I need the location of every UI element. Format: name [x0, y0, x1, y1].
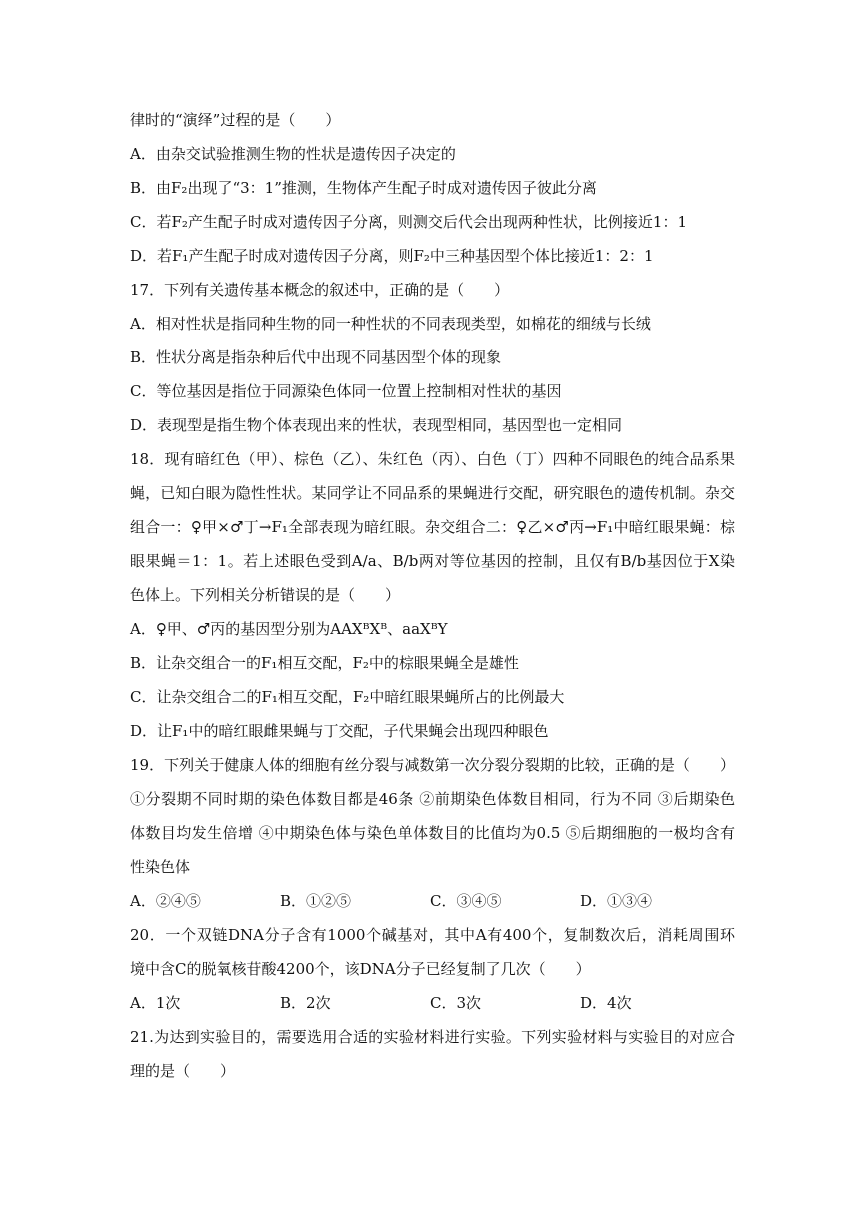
option-a: A．♀甲、♂丙的基因型分别为AAXᴮXᴮ、aaXᴮY — [130, 620, 448, 638]
question-19-text: 体数目均发生倍增 ④中期染色体与染色单体数目的比值均为0.5 ⑤后期细胞的一极均含有 — [130, 824, 735, 842]
option-c: C．3次 — [430, 994, 482, 1012]
question-20-text: 境中含C的脱氧核苷酸4200个，该DNA分子已经复制了几次（ ） — [130, 960, 591, 978]
option-c: C．让杂交组合二的F₁相互交配，F₂中暗红眼果蝇所占的比例最大 — [130, 688, 565, 706]
option-d: D．4次 — [580, 994, 632, 1012]
question-18-text: 组合一：♀甲×♂丁→F₁全部表现为暗红眼。杂交组合二：♀乙×♂丙→F₁中暗红眼果蝇：棕 — [130, 518, 735, 536]
option-a: A．②④⑤ — [130, 892, 201, 910]
option-b: B．由F₂出现了“3：1”推测，生物体产生配子时成对遗传因子彼此分离 — [130, 179, 597, 197]
option-c: C．等位基因是指位于同源染色体同一位置上控制相对性状的基因 — [130, 382, 562, 400]
option-a: A．1次 — [130, 994, 181, 1012]
option-c: C．若F₂产生配子时成对遗传因子分离，则测交后代会出现两种性状，比例接近1：1 — [130, 213, 687, 231]
option-d: D．若F₁产生配子时成对遗传因子分离，则F₂中三种基因型个体比接近1：2：1 — [130, 247, 654, 265]
option-b: B．①②⑤ — [280, 892, 352, 910]
question-20: 20．一个双链DNA分子含有1000个碱基对，其中A有400个，复制数次后，消耗周围环 — [130, 926, 735, 944]
option-c: C．③④⑤ — [430, 892, 502, 910]
text-line: 律时的“演绎”过程的是（ ） — [130, 111, 341, 129]
option-d: D．表现型是指生物个体表现出来的性状，表现型相同，基因型也一定相同 — [130, 416, 623, 434]
option-a: A．相对性状是指同种生物的同一种性状的不同表现类型，如棉花的细绒与长绒 — [130, 315, 651, 333]
question-19-text: ①分裂期不同时期的染色体数目都是46条 ②前期染色体数目相同，行为不同 ③后期染色 — [130, 790, 735, 808]
question-18-text: 蝇，已知白眼为隐性性状。某同学让不同品系的果蝇进行交配，研究眼色的遗传机制。杂交 — [130, 484, 735, 502]
option-d: D．让F₁中的暗红眼雌果蝇与丁交配，子代果蝇会出现四种眼色 — [130, 722, 549, 740]
question-19-options — [130, 891, 735, 911]
question-20-options — [130, 993, 735, 1013]
option-a: A．由杂交试验推测生物的性状是遗传因子决定的 — [130, 145, 456, 163]
question-17: 17．下列有关遗传基本概念的叙述中，正确的是（ ） — [130, 281, 510, 299]
option-d: D．①③④ — [580, 892, 653, 910]
option-b: B．2次 — [280, 994, 331, 1012]
question-19-text: 性染色体 — [130, 858, 191, 876]
option-b: B．性状分离是指杂种后代中出现不同基因型个体的现象 — [130, 348, 502, 366]
question-18-text: 眼果蝇＝1：1。若上述眼色受到A/a、B/b两对等位基因的控制，且仅有B/b基因位于X染 — [130, 552, 735, 570]
question-18: 18．现有暗红色（甲）、棕色（乙）、朱红色（丙）、白色（丁）四种不同眼色的纯合品系果 — [130, 450, 735, 468]
question-18-text: 色体上。下列相关分析错误的是（ ） — [130, 586, 401, 604]
question-21-text: 理的是（ ） — [130, 1062, 236, 1080]
option-b: B．让杂交组合一的F₁相互交配，F₂中的棕眼果蝇全是雄性 — [130, 654, 519, 672]
question-19: 19．下列关于健康人体的细胞有丝分裂与减数第一次分裂分裂期的比较，正确的是（ ） — [130, 756, 735, 774]
question-21: 21.为达到实验目的，需要选用合适的实验材料进行实验。下列实验材料与实验目的对应合 — [130, 1028, 735, 1046]
